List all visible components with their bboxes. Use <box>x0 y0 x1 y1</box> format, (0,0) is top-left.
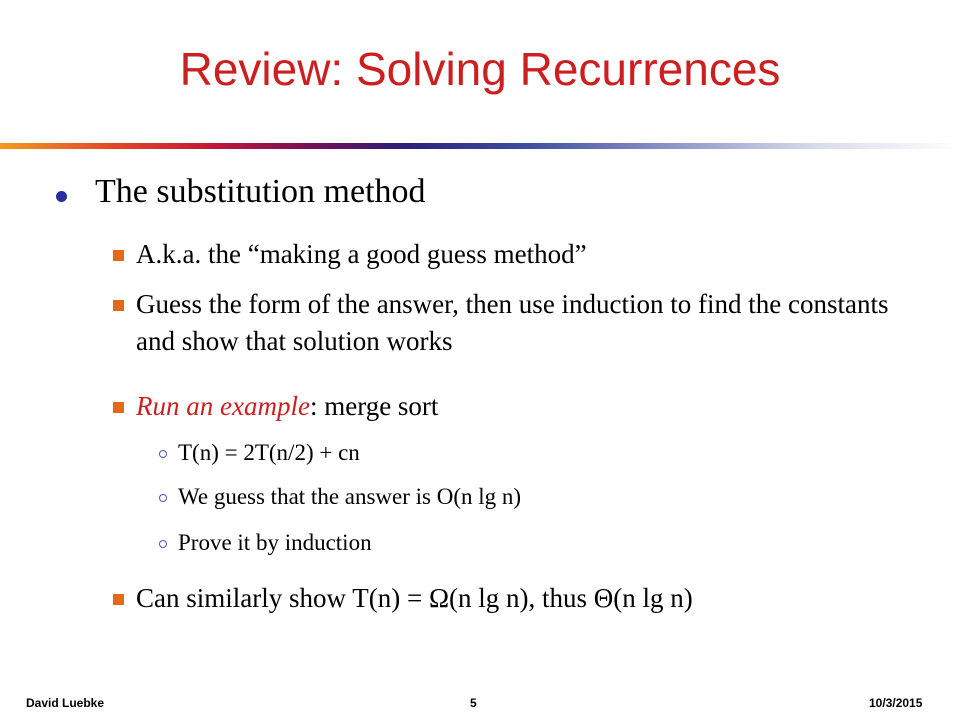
subsub-recurrence: T(n) = 2T(n/2) + cn <box>178 440 360 465</box>
footer-author: David Luebke <box>26 696 105 710</box>
bullet-square-icon <box>113 402 124 413</box>
bullet-ring-icon <box>159 540 167 548</box>
bullet-square-icon <box>113 300 124 311</box>
slide-title: Review: Solving Recurrences <box>179 43 781 95</box>
sub-bullet-aka: A.k.a. the “making a good guess method” <box>136 239 587 269</box>
footer-page-number: 5 <box>470 696 477 710</box>
bullet-dot-icon <box>56 191 67 202</box>
subsub-prove: Prove it by induction <box>178 530 372 555</box>
run-example-emphasis: Run an example <box>136 391 310 421</box>
subsub-guess: We guess that the answer is O(n lg n) <box>178 484 522 509</box>
run-example-rest: : merge sort <box>309 391 439 421</box>
sub-bullet-guess-form: Guess the form of the answer, then use induction to find the constants and show that solution works <box>136 289 889 356</box>
bullet-square-icon <box>113 594 124 605</box>
title-divider <box>0 143 960 149</box>
bullet-ring-icon <box>159 494 167 502</box>
footer-date: 10/3/2015 <box>869 696 923 710</box>
bullet-substitution-method: The substitution method <box>95 173 426 210</box>
sub-bullet-similarly: Can similarly show T(n) = Ω(n lg n), thus Θ(n lg n) <box>136 583 693 613</box>
bullet-ring-icon <box>159 450 167 458</box>
bullet-square-icon <box>113 250 124 261</box>
sub-bullet-run-example <box>136 388 926 425</box>
